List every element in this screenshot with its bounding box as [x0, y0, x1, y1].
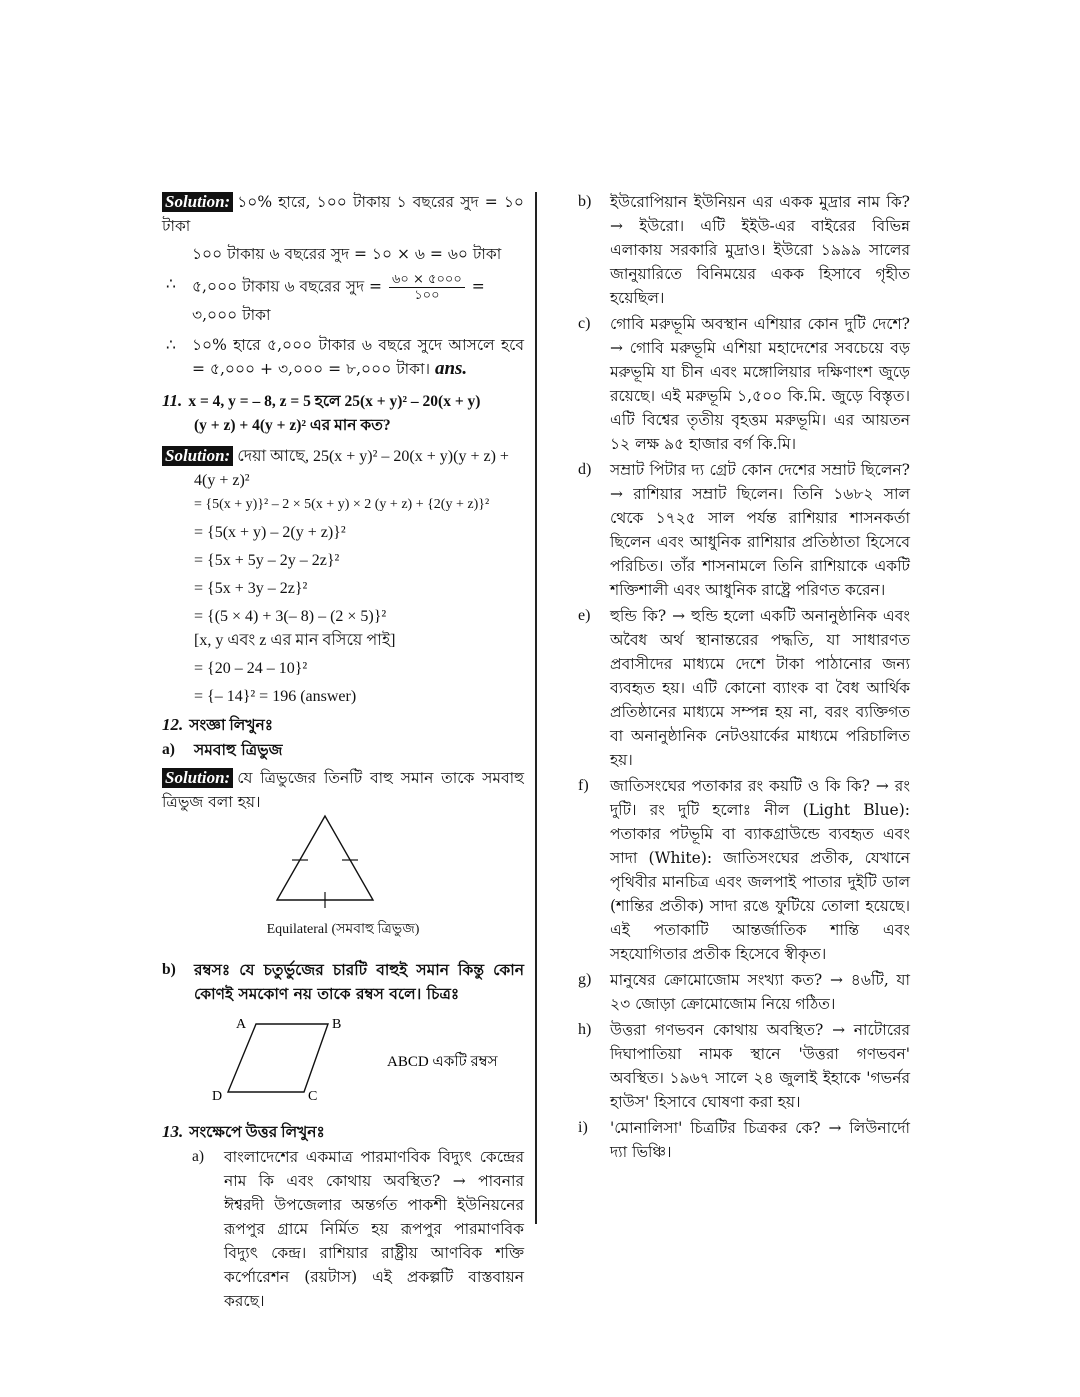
therefore-symbol: ∴ [166, 275, 176, 293]
question-13 [162, 1120, 524, 1145]
item-label: d) [578, 461, 592, 478]
rhombus-caption: ABCD একটি রম্বস [387, 1054, 498, 1070]
solution-block [162, 444, 524, 469]
solution-text: ১০% হারে ৫,০০০ টাকার ৬ বছরে সুদে আসলে হবে = ৫,০০০ + ৩,০০০ = ৮,০০০ টাকা। [192, 336, 524, 378]
equation-step: = {5(x + y)}² – 2 × 5(x + y) × 2 (y + z) + {2(y + z)}² [194, 497, 490, 512]
equilateral-triangle-figure [162, 814, 524, 924]
item-label: h) [578, 1021, 592, 1038]
column-divider [535, 192, 537, 1224]
solution-label: Solution: [162, 768, 233, 788]
question-title: সংক্ষেপে উত্তর লিখুনঃ [189, 1124, 325, 1141]
solution-label: Solution: [162, 446, 233, 466]
rhombus-diagram [162, 1014, 524, 1110]
vertex-label-d: D [212, 1089, 223, 1104]
list-item [578, 774, 910, 966]
item-text: রম্বসঃ যে চতুর্ভুজের চারটি বাহুই সমান কিন্তু কোন কোণই সমকোণ নয় তাকে রম্বস বলে। চিত্রঃ [194, 960, 524, 1003]
solution-line: 4(y + z)² [194, 472, 250, 489]
therefore-symbol: ∴ [166, 336, 176, 354]
solution-line [162, 272, 524, 327]
equation-step: = {20 – 24 – 10}² [194, 660, 308, 677]
item-text: বাংলাদেশের একমাত্র পারমাণবিক বিদ্যুৎ কেন্দ্রের নাম কি এবং কোথায় অবস্থিত? → পাবনার ঈশ্বরদী উপজেলার অন্তর্গত পাকশী ইউনিয়নের রূপপুর গ্রামে নির্মিত হয় রূপপুর পারমাণবিক বিদ্যুৎ কেন্দ্র। রাশিয়ার রাষ্ট্রীয় আণবিক শক্তি কর্পোরেশন (রয়টাস) এই প্রকল্পটি বাস্তবায়ন করছে। [224, 1148, 524, 1310]
question-number: 13. [162, 1122, 184, 1141]
equation-step: = {(5 × 4) + 3(– 8) – (2 × 5)}² [194, 608, 387, 625]
solution-line: ১০০ টাকায় ৬ বছরের সুদ = ১০ × ৬ = ৬০ টাকা [192, 245, 502, 263]
solution-line: ১০% হারে, ১০০ টাকায় ১ বছরের সুদ = ১০ টাকা [162, 193, 524, 235]
triangle-shape [277, 816, 373, 900]
vertex-label-a: A [236, 1017, 247, 1032]
left-column [162, 190, 524, 1313]
question-number: 11. [162, 391, 183, 410]
solution-block [162, 190, 524, 238]
list-item [578, 1116, 910, 1164]
equation-step: = {– 14}² = 196 (answer) [194, 688, 357, 705]
sub-question-a [192, 1145, 524, 1313]
list-item [578, 604, 910, 772]
vertex-label-c: C [308, 1089, 318, 1104]
question-12 [162, 713, 524, 738]
list-item [578, 458, 910, 602]
equation-step: = {5x + 5y – 2y – 2z}² [194, 552, 340, 569]
item-title: সমবাহু ত্রিভুজ [194, 740, 283, 759]
solution-text: ৫,০০০ টাকায় ৬ বছরের সুদ = [192, 277, 383, 296]
equation-step: = {5x + 3y – 2z}² [194, 580, 308, 597]
fraction-denominator: ১০০ [414, 288, 440, 303]
sub-question-b [162, 958, 524, 1006]
item-label: a) [192, 1148, 205, 1165]
rhombus-figure [162, 1014, 524, 1110]
solution-line [162, 333, 524, 381]
item-text: জাতিসংঘের পতাকার রং কয়টি ও কি কি? → রং দুটি। রং দুটি হলোঃ নীল (Light Blue): পতাকার পটভূমি বা ব্যাকগ্রাউন্ডে ব্যবহৃত এবং সাদা (White): জাতিসংঘের প্রতীক, যেখানে পৃথিবীর মানচিত্র এবং জলপাই পাতার দুইটি ডাল (শান্তির প্রতীক) সাদা রঙে ফুটিয়ে তোলা হয়েছে। এই পতাকাটি আন্তর্জাতিক শান্তি এবং সহযোগিতার প্রতীক হিসেবে স্বীকৃত। [610, 777, 910, 963]
list-item [578, 312, 910, 456]
solution-text: যে ত্রিভুজের তিনটি বাহু সমান তাকে সমবাহু ত্রিভুজ বলা হয়। [162, 769, 524, 811]
vertex-label-b: B [332, 1017, 342, 1032]
item-text: মানুষের ক্রোমোজোম সংখ্যা কত? → ৪৬টি, যা ২৩ জোড়া ক্রোমোজোম নিয়ে গঠিত। [610, 971, 910, 1013]
list-item [578, 190, 910, 310]
question-title: সংজ্ঞা লিখুনঃ [189, 717, 274, 734]
equation-note: [x, y এবং z এর মান বসিয়ে পাই] [194, 632, 396, 649]
item-label: a) [162, 741, 175, 758]
item-label: b) [162, 961, 176, 978]
item-text: হুন্ডি কি? → হুন্ডি হলো একটি অনানুষ্ঠানিক এবং অবৈধ অর্থ স্থানান্তরের পদ্ধতি, যা সাধারণত প্রবাসীদের মাধ্যমে দেশে টাকা পাঠানোর জন্য ব্যবহৃত হয়। এটি কোনো ব্যাংক বা বৈধ আর্থিক প্রতিষ্ঠানের মাধ্যমে সম্পন্ন হয় না, বরং ব্যক্তিগত বা অনানুষ্ঠানিক নেটওয়ার্কের মাধ্যমে পরিচালিত হয়। [610, 607, 910, 769]
question-number: 12. [162, 715, 184, 734]
fraction [389, 272, 465, 303]
question-11 [162, 389, 524, 414]
question-text: (y + z) + 4(y + z)² এর মান কত? [194, 417, 391, 434]
sub-question-a [162, 738, 524, 762]
list-item [578, 968, 910, 1016]
item-text: উত্তরা গণভবন কোথায় অবস্থিত? → নাটোরের দিঘাপাতিয়া নামক স্থানে 'উত্তরা গণভবন' অবস্থিত। ১৯৬৭ সালে ২৪ জুলাই ইহাকে 'গভর্নর হাউস' হিসাবে ঘোষণা করা হয়। [610, 1021, 910, 1111]
item-label: f) [578, 777, 589, 794]
item-label: c) [578, 315, 591, 332]
right-column [578, 190, 910, 1166]
solution-label: Solution: [162, 192, 233, 212]
triangle-caption: Equilateral (সমবাহু ত্রিভুজ) [266, 922, 420, 937]
list-item [578, 1018, 910, 1114]
item-label: e) [578, 607, 591, 624]
item-label: b) [578, 193, 592, 210]
item-text: ইউরোপিয়ান ইউনিয়ন এর একক মুদ্রার নাম কি? → ইউরো। এটি ইইউ-এর বাইরের বিভিন্ন এলাকায় সরকারি মুদ্রাও। ইউরো ১৯৯৯ সালের জানুয়ারিতে বিনিময়ের একক হিসাবে গৃহীত হয়েছিল। [610, 193, 910, 307]
fraction-numerator: ৬০ × ৫০০০ [389, 272, 465, 288]
ans-label: ans. [434, 358, 468, 379]
item-text: সম্রাট পিটার দ্য গ্রেট কোন দেশের সম্রাট ছিলেন? → রাশিয়ার সম্রাট ছিলেন। তিনি ১৬৮২ সাল থেকে ১৭২৫ সাল পর্যন্ত রাশিয়ার শাসনকর্তা ছিলেন এবং আধুনিক রাশিয়ার প্রতিষ্ঠাতা হিসেবে পরিচিত। তাঁর শাসনামলে তিনি রাশিয়াকে একটি শক্তিশালী এবং আধুনিক রাষ্ট্রে পরিণত করেন। [610, 461, 910, 599]
item-text: 'মোনালিসা' চিত্রটির চিত্রকর কে? → লিউনার্দো দ্যা ভিঞ্চি। [610, 1119, 910, 1161]
solution-text: = ৩,০০০ টাকা [192, 277, 485, 324]
solution-line: দেয়া আছে, 25(x + y)² – 20(x + y)(y + z) + [237, 448, 509, 465]
item-label: i) [578, 1119, 588, 1136]
question-text: x = 4, y = – 8, z = 5 হলে 25(x + y)² – 20(x + y) [188, 393, 481, 410]
rhombus-shape [228, 1024, 328, 1092]
triangle-diagram [162, 814, 524, 924]
item-label: g) [578, 971, 592, 988]
solution-block [162, 766, 524, 814]
equation-step: = {5(x + y) – 2(y + z)}² [194, 524, 346, 541]
item-text: গোবি মরুভূমি অবস্থান এশিয়ার কোন দুটি দেশে? → গোবি মরুভূমি এশিয়া মহাদেশের সবচেয়ে বড় মরুভূমি যা চীন এবং মঙ্গোলিয়ার দক্ষিণাংশ জুড়ে রয়েছে। এই মরুভূমি ১,৫০০ কি.মি. জুড়ে বিস্তৃত। এটি বিশ্বের তৃতীয় বৃহত্তম মরুভূমি। এর আয়তন ১২ লক্ষ ৯৫ হাজার বর্গ কি.মি। [610, 315, 910, 453]
